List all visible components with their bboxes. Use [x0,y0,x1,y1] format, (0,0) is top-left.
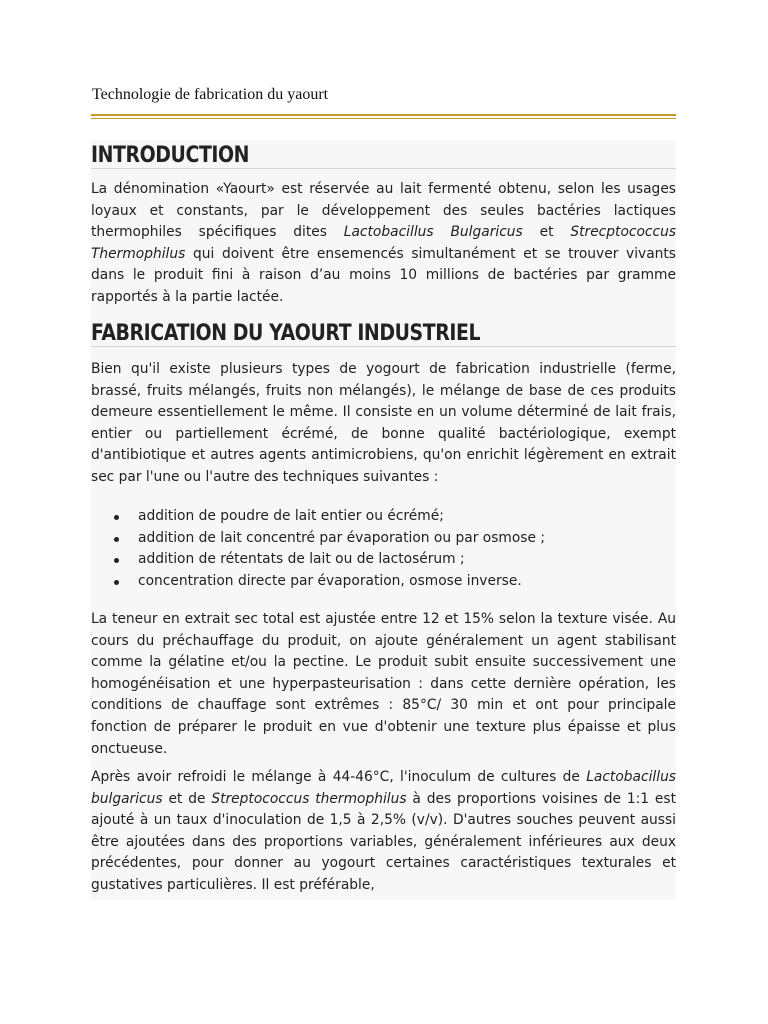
section-title-introduction: INTRODUCTION [91,143,250,168]
list-item: concentration directe par évaporation, osmose inverse. [91,571,676,593]
content-area [91,140,676,900]
section-title-rule [91,168,676,169]
list-item: addition de lait concentré par évaporation ou par osmose ; [91,528,676,550]
technique-list [91,506,676,592]
document-header: Technologie de fabrication du yaourt [92,86,329,103]
italic-text-run: Strecptococcus Thermophilus [91,224,677,262]
text-run: La teneur en extrait sec total est ajustée entre 12 et 15% selon la texture visée. Au cours du préchauffage du produit, on ajoute généralement un agent stabilisant comme la gélatine et/ou la pectine. Le produit subit ensuite successivement une homogénéisation et une hyperpasteurisation : dans cette dernière opération, les conditions de chauffage sont extrêmes : 85°C/ 30 min et ont pour principale fonction de préparer le produit en vue d'obtenir une texture plus épaisse et plus onctueuse. [91,611,676,757]
text-run: Après avoir refroidi le mélange à 44-46°C, l'inoculum de cultures de [91,769,587,785]
text-run: et de [162,790,212,807]
list-item: addition de rétentats de lait ou de lactosérum ; [91,549,676,571]
text-run: à des proportions voisines de 1:1 est ajouté à un taux d'inoculation de 1,5 à 2,5% (v/v). D'autres souches peuvent aussi être ajoutées dans des proportions variables, généralement inférieures aux deux précédentes, pour donner au yogourt certaines caractéristiques texturales et gustatives particulières. Il est préférable, [91,790,676,893]
text-run: qui doivent être ensemencés simultanément et se trouver vivants dans le produit fini à raison d’au moins 10 millions de bactéries par gramme rapportés à la partie lactée. [91,245,676,305]
italic-text-run: Lactobacillus bulgaricus [91,769,676,807]
paragraph-introduction [91,179,676,309]
section-title-rule [91,346,676,347]
header-rule-thick [91,114,676,116]
italic-text-run: Lactobacillus Bulgaricus [343,224,523,241]
paragraph-fabrication-intro [91,359,676,489]
text-run: et [522,224,571,241]
text-run: Bien qu'il existe plusieurs types de yogourt de fabrication industrielle (ferme, brassé, fruits mélangés, fruits non mélangés), le mélange de base de ces produits demeure essentiellement le même. Il consiste en un volume déterminé de lait frais, entier ou partiellement écrémé, de bonne qualité bactériologique, exempt d'antibiotique et autres agents antimicrobiens, qu'on enrichit légèrement en extrait sec par l'une ou l'autre des techniques suivantes : [91,361,676,485]
header-rule-thin [91,118,676,119]
paragraph-extrait-sec [91,609,676,760]
list-item: addition de poudre de lait entier ou écrémé; [91,506,676,528]
section-title-fabrication: FABRICATION DU YAOURT INDUSTRIEL [91,321,481,346]
text-run: La dénomination «Yaourt» est réservée au lait fermenté obtenu, selon les usages loyaux et constants, par le développement des seules bactéries lactiques thermophiles spécifiques dites [91,181,676,241]
italic-text-run: Streptococcus thermophilus [211,790,407,807]
paragraph-inoculation [91,767,676,897]
